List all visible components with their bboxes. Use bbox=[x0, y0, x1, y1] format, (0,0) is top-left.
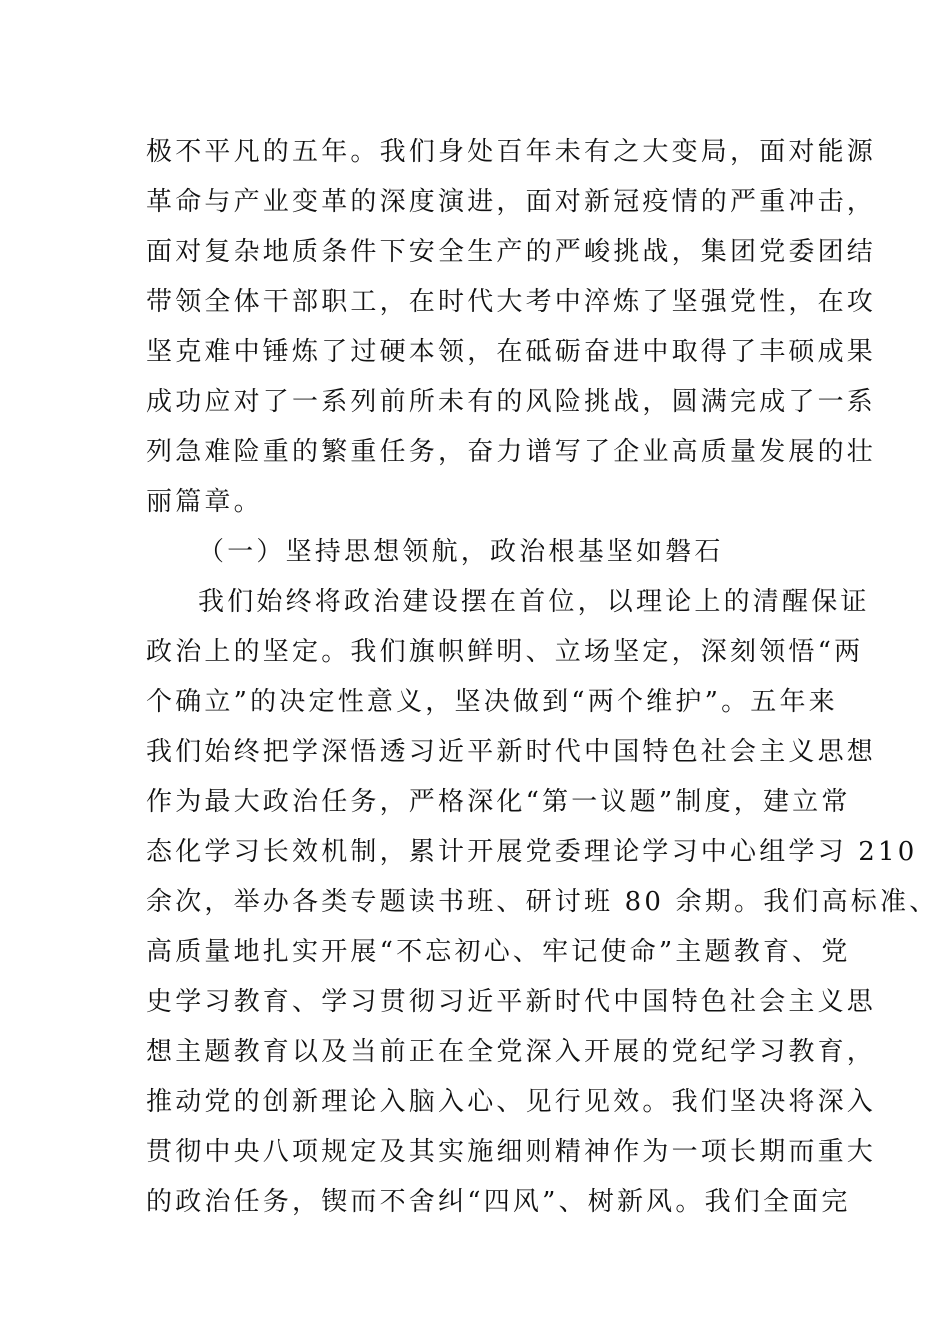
text-line: 丽篇章。 bbox=[146, 487, 263, 517]
text-line: 带领全体干部职工，在时代大考中淬炼了坚强党性，在攻 bbox=[146, 287, 877, 317]
text-line: 贯彻中央八项规定及其实施细则精神作为一项长期而重大 bbox=[146, 1137, 877, 1167]
text-line: 革命与产业变革的深度演进，面对新冠疫情的严重冲击， bbox=[146, 187, 877, 217]
text-line: 个确立”的决定性意义，坚决做到“两个维护”。五年来 bbox=[146, 687, 838, 717]
text-line: 列急难险重的繁重任务，奋力谱写了企业高质量发展的壮 bbox=[146, 437, 877, 467]
section-heading: （一）坚持思想领航，政治根基坚如磐石 bbox=[198, 537, 724, 567]
text-line: 极不平凡的五年。我们身处百年未有之大变局，面对能源 bbox=[146, 137, 877, 167]
text-line: 的政治任务，锲而不舍纠“四风”、树新风。我们全面完 bbox=[146, 1187, 851, 1217]
text-line: 高质量地扎实开展“不忘初心、牢记使命”主题教育、党 bbox=[146, 937, 851, 967]
text-line: 余次，举办各类专题读书班、研讨班 80 余期。我们高标准、 bbox=[146, 887, 939, 917]
text-line: 史学习教育、学习贯彻习近平新时代中国特色社会主义思 bbox=[146, 987, 877, 1017]
text-line: 面对复杂地质条件下安全生产的严峻挑战，集团党委团结 bbox=[146, 237, 877, 267]
text-line: 作为最大政治任务，严格深化“第一议题”制度，建立常 bbox=[146, 787, 851, 817]
text-line: 政治上的坚定。我们旗帜鲜明、立场坚定，深刻领悟“两 bbox=[146, 637, 864, 667]
text-line: 态化学习长效机制，累计开展党委理论学习中心组学习 210 bbox=[146, 837, 918, 867]
text-line: 坚克难中锤炼了过硬本领，在砥砺奋进中取得了丰硕成果 bbox=[146, 337, 877, 367]
text-line: 推动党的创新理论入脑入心、见行见效。我们坚决将深入 bbox=[146, 1087, 877, 1117]
text-line: 成功应对了一系列前所未有的风险挑战，圆满完成了一系 bbox=[146, 387, 877, 417]
paragraph-first-line: 我们始终将政治建设摆在首位，以理论上的清醒保证 bbox=[198, 587, 870, 617]
text-line: 我们始终把学深悟透习近平新时代中国特色社会主义思想 bbox=[146, 737, 877, 767]
text-line: 想主题教育以及当前正在全党深入开展的党纪学习教育， bbox=[146, 1037, 877, 1067]
